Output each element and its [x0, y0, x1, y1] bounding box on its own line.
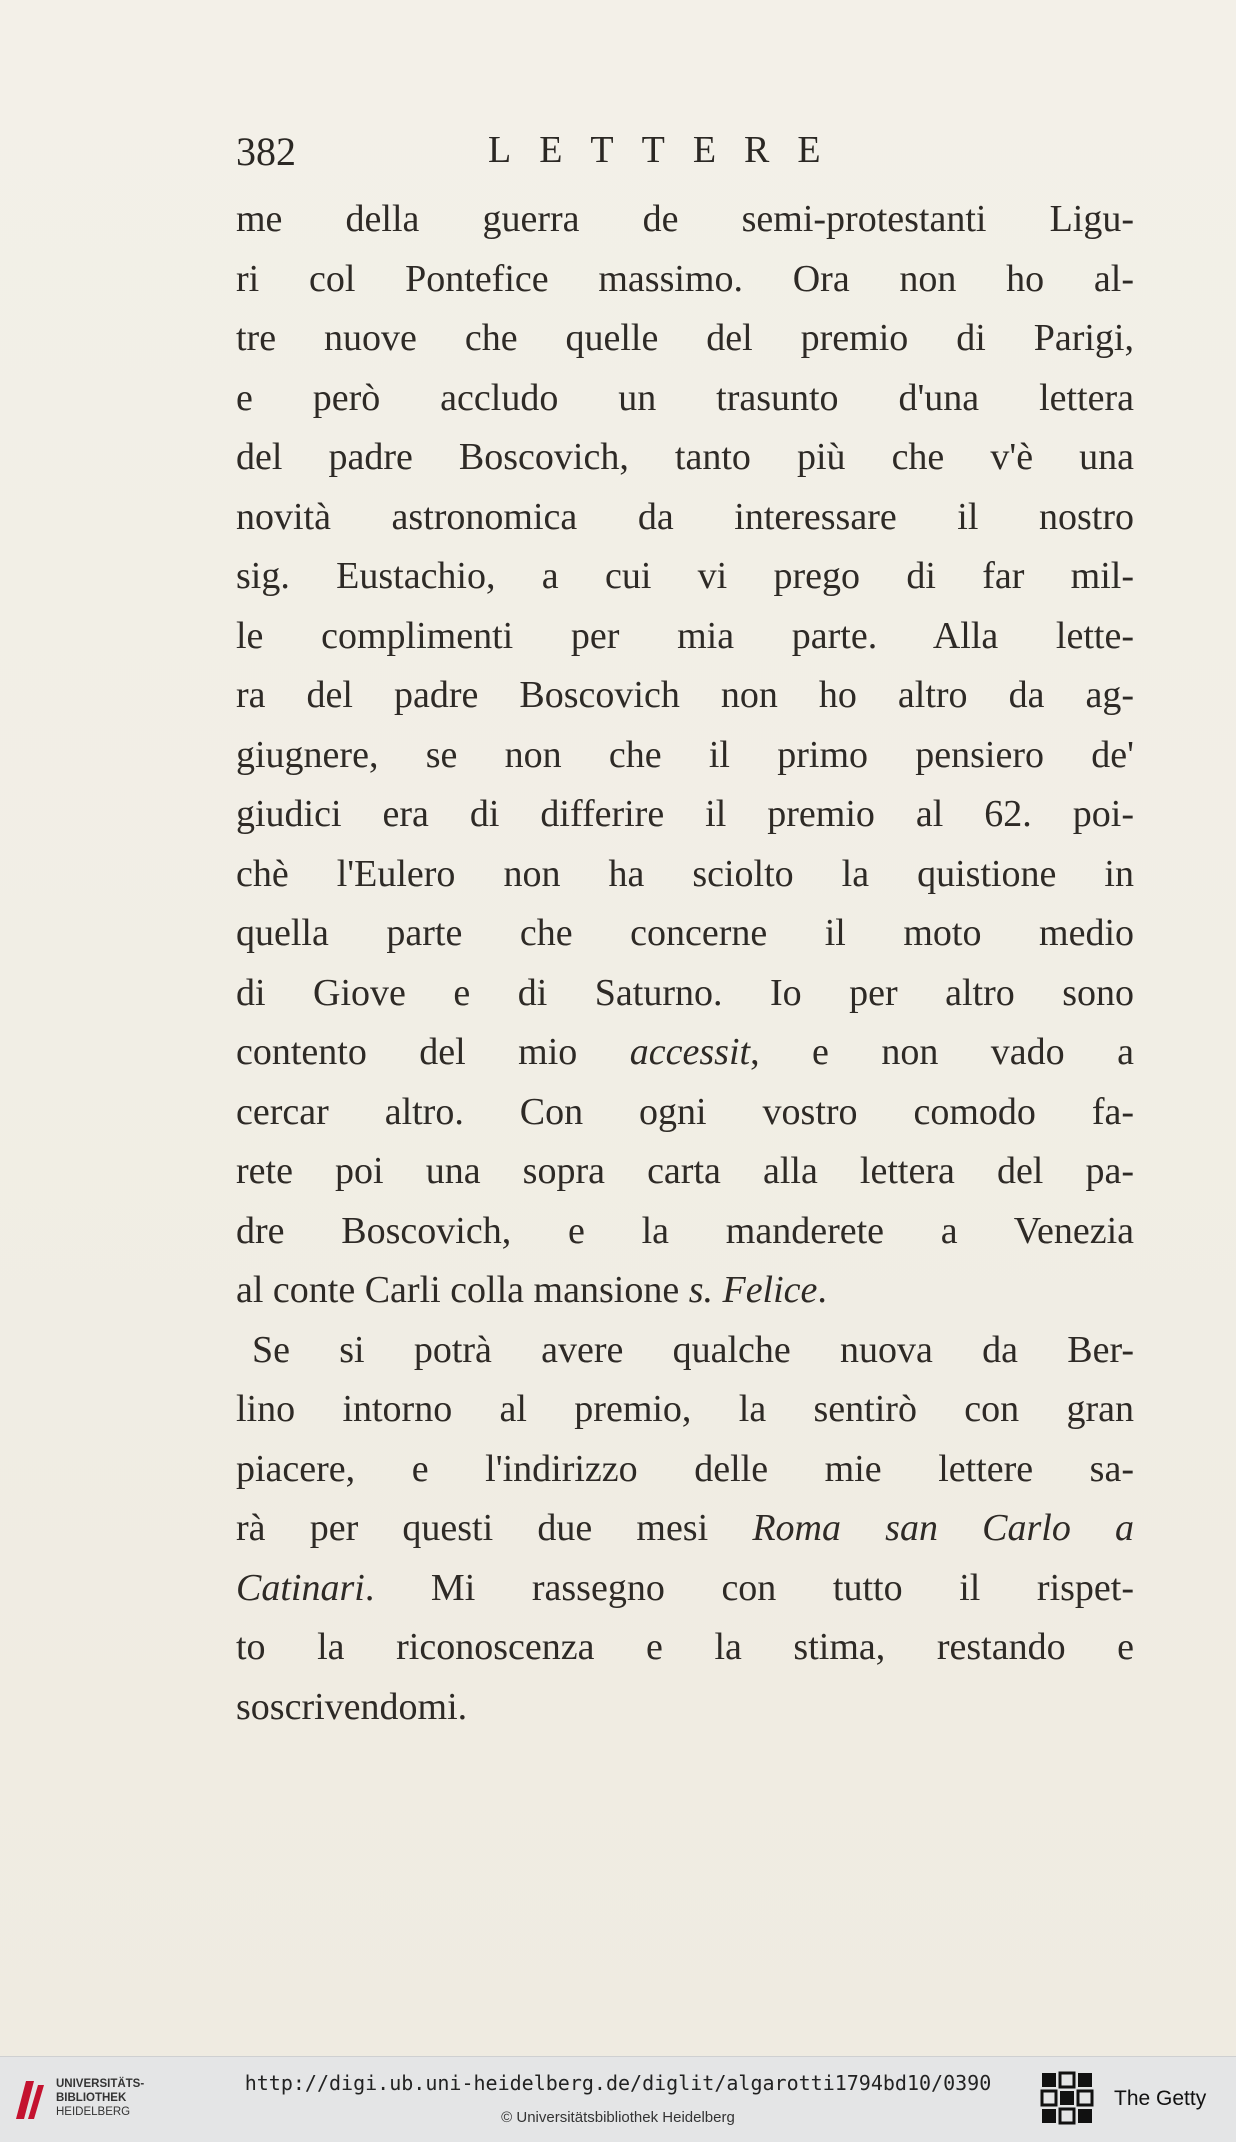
italic-term-accessit: accessit [629, 1031, 751, 1073]
page-number: 382 [236, 129, 296, 174]
text-line: del padre Boscovich, tanto più che v'è una [236, 436, 1134, 478]
text-line: ra del padre Boscovich non ho altro da ag- [236, 674, 1134, 716]
text-line: rete poi una sopra carta alla lettera del pa- [236, 1150, 1134, 1192]
text-line: e però accludo un trasunto d'una lettera [236, 376, 1134, 419]
text-line: novità astronomica da interessare il nostro [236, 495, 1134, 538]
partner-name: The Getty [1114, 2087, 1207, 2110]
text-line: dre Boscovich, e la manderete a Venezia [236, 1209, 1134, 1252]
italic-place-felice: s. Felice [688, 1269, 818, 1311]
line-text: contento del mio [236, 1031, 630, 1073]
text-line [236, 1023, 1134, 1083]
page-header [236, 128, 1136, 188]
italic-address: Roma san Carlo a [752, 1507, 1134, 1549]
library-name-line2: BIBLIOTHEK [56, 2092, 127, 2104]
text-line: giugnere, se non che il primo pensiero de' [236, 733, 1134, 776]
text-line: lino intorno al premio, la sentirò con gran [236, 1388, 1134, 1430]
text-line: me della guerra de semi-protestanti Ligu- [236, 198, 1134, 240]
text-line: chè l'Eulero non ha sciolto la quistione in [236, 852, 1134, 895]
text-line: cercar altro. Con ogni vostro comodo fa- [236, 1090, 1134, 1133]
text-line-paragraph-start: Se si potrà avere qualche nuova da Ber- [252, 1328, 1134, 1371]
text-line: ri col Pontefice massimo. Ora non ho al- [236, 257, 1134, 300]
library-city: HEIDELBERG [56, 2106, 131, 2118]
getty-logo-icon[interactable] [1040, 2069, 1100, 2131]
text-line: to la riconoscenza e la stima, restando e [236, 1626, 1134, 1668]
viewer-footer [0, 2056, 1236, 2142]
text-line: giudici era di differire il premio al 62. poi- [236, 793, 1134, 835]
running-title: LETTERE [488, 129, 849, 171]
italic-address: Catinari [236, 1566, 365, 1609]
line-text: rà per questi due mesi [236, 1507, 753, 1549]
line-text: , e non vado a [750, 1031, 1134, 1073]
line-text: al conte Carli colla mansione [236, 1269, 689, 1311]
line-text: . Mi rassegno con tutto il rispet- [364, 1566, 1134, 1609]
text-line [236, 1499, 1134, 1559]
library-name-line1: UNIVERSITÄTS- [56, 2078, 145, 2090]
text-line: sig. Eustachio, a cui vi prego di far mil- [236, 555, 1134, 597]
line-text: . [817, 1269, 827, 1311]
text-line: le complimenti per mia parte. Alla lette- [236, 614, 1134, 657]
text-line [236, 1261, 1134, 1321]
text-line: piacere, e l'indirizzo delle mie lettere sa- [236, 1447, 1134, 1490]
text-line: soscrivendomi. [236, 1685, 468, 1728]
document-url-link[interactable]: http://digi.ub.uni-heidelberg.de/diglit/algarotti1794bd10/0390 [244, 2071, 992, 2095]
copyright-notice: © Universitätsbibliothek Heidelberg [501, 2109, 735, 2126]
text-line: tre nuove che quelle del premio di Parigi, [236, 317, 1134, 359]
text-line [236, 1559, 1134, 1619]
letter-body [236, 190, 1134, 1737]
text-line: di Giove e di Saturno. Io per altro sono [236, 971, 1134, 1014]
text-line: quella parte che concerne il moto medio [236, 912, 1134, 954]
